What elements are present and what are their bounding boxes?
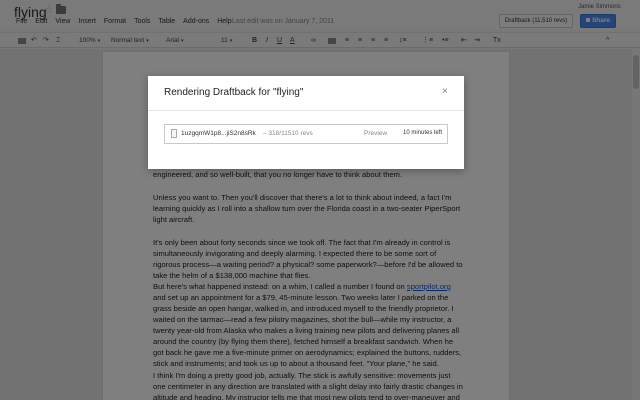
modal-title: Rendering Draftback for "flying" (164, 87, 304, 98)
close-icon[interactable]: × (442, 86, 448, 97)
draftback-modal (148, 76, 464, 169)
modal-divider (148, 110, 464, 111)
preview-link[interactable]: Preview (364, 130, 388, 137)
render-job-row (164, 124, 448, 144)
time-remaining: 10 minutes left (403, 130, 443, 136)
document-id: 1uzgqmW1p8...jiS2n8sRk (181, 130, 256, 137)
document-file-icon (171, 129, 177, 138)
revision-progress: – 318/11510 revs (263, 130, 313, 137)
